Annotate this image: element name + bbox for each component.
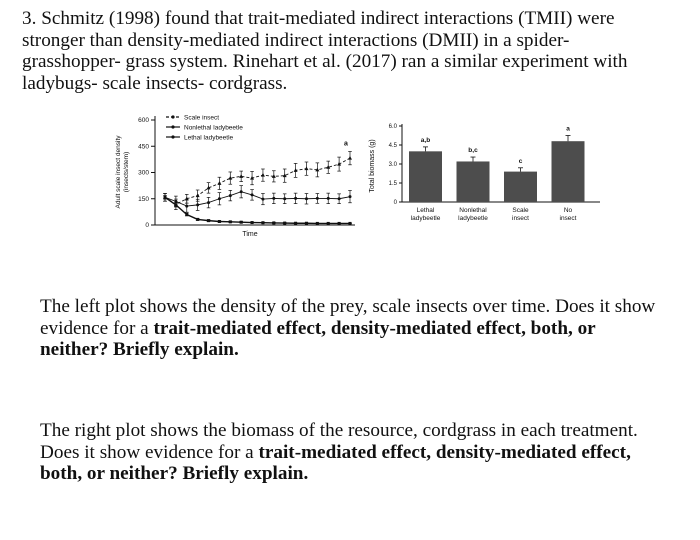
category-label: Nonlethal bbox=[459, 207, 487, 214]
category-label: Lethal bbox=[416, 207, 435, 214]
y-tick-label: 600 bbox=[138, 117, 149, 124]
y-tick-label: 1.5 bbox=[388, 181, 397, 187]
category-label: No bbox=[563, 207, 573, 214]
y-tick-label: 0 bbox=[393, 200, 397, 206]
y-tick-label: 150 bbox=[138, 195, 149, 203]
bar bbox=[504, 172, 537, 202]
question-left-plot bbox=[40, 296, 665, 361]
y-tick-label: 300 bbox=[138, 169, 149, 177]
y-tick-label: 450 bbox=[138, 143, 149, 151]
legend-label: Nonlethal ladybeetle bbox=[184, 124, 243, 132]
bar bbox=[552, 141, 585, 202]
question-right-plot-lead: The right plot shows the biomass of the resource, cordgrass in each treatment. Does it show evidence for a bbox=[40, 420, 638, 463]
question-right-plot-bold: trait-mediated effect, density-mediated effect, both, or neither? Briefly explain. bbox=[40, 441, 631, 484]
category-label: Scale bbox=[512, 207, 529, 214]
y-tick-label: 6.0 bbox=[388, 124, 397, 130]
significance-letter: a bbox=[566, 125, 570, 133]
y-axis-title-line: (insects/stem) bbox=[123, 151, 130, 193]
y-tick-label: 4.5 bbox=[388, 143, 397, 149]
question-intro: 3. Schmitz (1998) found that trait-mediated indirect interactions (TMII) were stronger than density-mediated indirect interactions (DMII) in a spider- grasshopper- grass system. Rinehart et al. (2017) ran a similar experiment with ladybugs- scale insects- cordgrass. bbox=[22, 8, 628, 94]
category-label: ladybeetle bbox=[458, 215, 488, 222]
category-label: insect bbox=[559, 215, 577, 222]
significance-letter: c bbox=[518, 157, 523, 165]
question-right-plot bbox=[40, 420, 665, 485]
significance-letter: a,b bbox=[420, 136, 431, 144]
y-axis-title: Total biomass (g) bbox=[369, 139, 376, 193]
category-label: ladybeetle bbox=[410, 215, 441, 222]
legend-label: Scale insect bbox=[184, 114, 220, 122]
question-left-plot-lead: The left plot shows the density of the prey, scale insects over time. Does it show evidence for a bbox=[40, 296, 656, 339]
significance-letter: b,c bbox=[468, 147, 478, 155]
y-axis-title-line: Adult scale insect density bbox=[115, 135, 122, 209]
bar bbox=[457, 161, 490, 202]
bar bbox=[409, 151, 442, 202]
question-left-plot-bold: trait-mediated effect, density-mediated effect, both, or neither? Briefly explain. bbox=[40, 317, 596, 360]
x-axis-title: Time bbox=[242, 231, 258, 238]
y-tick-label: 3.0 bbox=[388, 162, 397, 168]
legend-label: Lethal ladybeetle bbox=[184, 134, 234, 142]
y-tick-label: 0 bbox=[145, 222, 149, 229]
category-label: insect bbox=[512, 215, 529, 222]
series-end-label: a bbox=[344, 140, 348, 148]
